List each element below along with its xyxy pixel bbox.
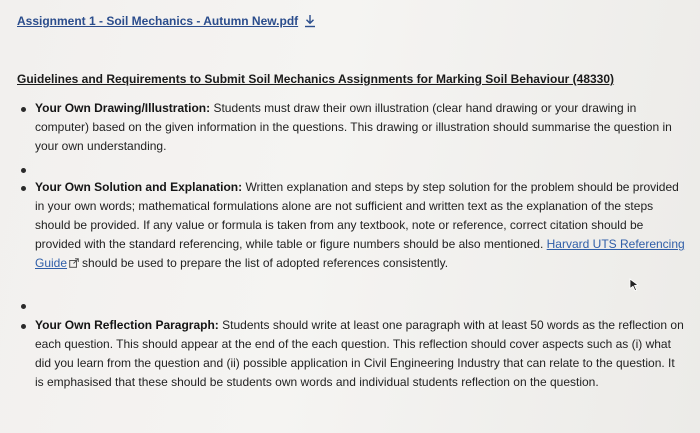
harvard-referencing-link[interactable]: Harvard UTS Referencing Guide <box>35 237 685 270</box>
external-link-icon[interactable] <box>69 258 79 268</box>
item-text: Students must draw their own illustration (clear hand drawing or your drawing in computer) based on the given information in the questions. This drawing or illustration should summarise the question in your own understanding. <box>35 101 672 153</box>
item-text: Students should write at least one paragraph with at least 50 words as the reflection on each question. This should appear at the end of the each question. This reflection should cover aspects such as (i) what did you learn from the question and (ii) possible application in Civil Engineering Industry that can relate to the question. It is emphasised that these should be students own words and individual students reflection on the question. <box>35 318 684 389</box>
bullet-point <box>21 107 26 112</box>
list-item-solution <box>35 178 685 273</box>
item-text: Written explanation and steps by step solution for the problem should be provided in your own words; mathematical formulations alone are not sufficient and written text as the explanation of the steps should be provided. If any value or formula is taken from any textbook, note or reference, correct citation should be provided with the standard referencing, while table or figure numbers should be also mentioned. <box>35 180 679 251</box>
guidelines-heading: Guidelines and Requirements to Submit Soil Mechanics Assignments for Marking Soil Behaviour (48330) <box>17 72 615 86</box>
bullet-point <box>21 186 26 191</box>
item-text-after: should be used to prepare the list of adopted references consistently. <box>82 256 449 270</box>
list-item-reflection <box>35 316 685 392</box>
item-title: Your Own Drawing/Illustration: <box>35 101 211 115</box>
empty-bullet-point <box>21 168 26 173</box>
file-name[interactable]: Assignment 1 - Soil Mechanics - Autumn New.pdf <box>17 14 299 28</box>
empty-bullet-point <box>21 304 26 309</box>
download-icon[interactable] <box>304 14 316 28</box>
item-title: Your Own Solution and Explanation: <box>35 180 243 194</box>
bullet-point <box>21 324 26 329</box>
pdf-file-link[interactable] <box>17 14 316 28</box>
mouse-cursor-icon <box>628 278 640 292</box>
item-title: Your Own Reflection Paragraph: <box>35 318 219 332</box>
list-item-drawing <box>35 99 685 156</box>
